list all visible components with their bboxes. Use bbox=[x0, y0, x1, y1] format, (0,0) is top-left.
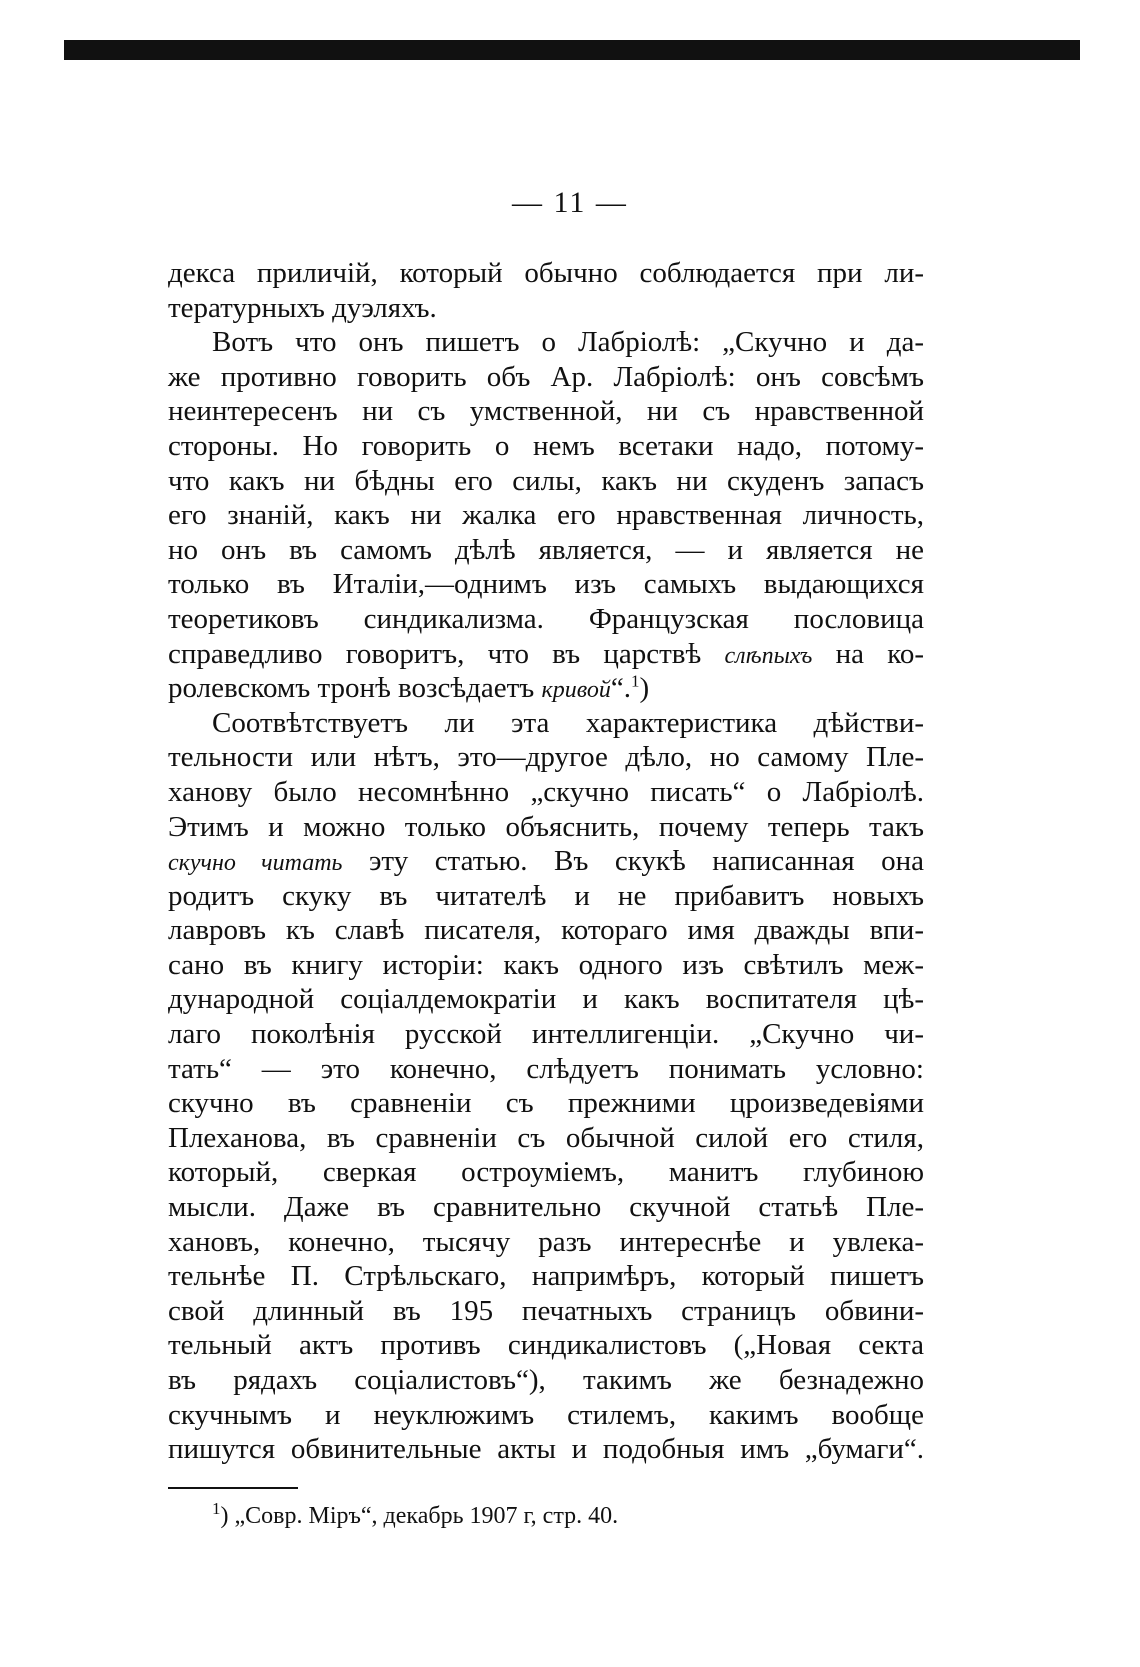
text-line: тельности или нѣтъ, это—другое дѣло, но самому Пле- bbox=[168, 741, 924, 774]
text-line: пишутся обвинительные акты и подобныя имъ „бумаги“. bbox=[168, 1433, 924, 1466]
text-line: скучнымъ и неуклюжимъ стилемъ, какимъ вообще bbox=[168, 1398, 924, 1431]
text-line: Плеханова, въ сравненіи съ обычной силой его стиля, bbox=[168, 1121, 924, 1154]
text-line: стороны. Но говорить о немъ всетаки надо, потому- bbox=[168, 429, 924, 462]
text-segment: “. bbox=[610, 672, 631, 705]
text-line: его знаній, какъ ни жалка его нравственная личность, bbox=[168, 499, 924, 532]
text-line: свой длинный въ 195 печатныхъ страницъ обвини- bbox=[168, 1294, 924, 1327]
text-line: Этимъ и можно только объяснить, почему теперь такъ bbox=[168, 810, 924, 843]
text-segment: на ко- bbox=[812, 637, 924, 670]
text-segment: справедливо говоритъ, что въ царствѣ bbox=[168, 637, 725, 670]
text-line: декса приличій, который обычно соблюдается при ли- bbox=[168, 257, 924, 289]
text-line bbox=[168, 671, 924, 706]
text-segment: эту статью. Въ скукѣ написанная она bbox=[342, 845, 924, 878]
text-line: въ рядахъ соціалистовъ“), такимъ же безнадежно bbox=[168, 1364, 924, 1396]
text-line: неинтересенъ ни съ умственной, ни съ нравственной bbox=[168, 395, 924, 428]
text-line: тературныхъ дуэляхъ. bbox=[168, 291, 437, 324]
text-line: Вотъ что онъ пишетъ о Лабріолѣ: „Скучно и да- bbox=[212, 326, 924, 359]
text-line: хановъ, конечно, тысячу разъ интереснѣе и увлека- bbox=[168, 1225, 924, 1258]
italic-word: кривой bbox=[541, 677, 611, 704]
footnote-divider bbox=[168, 1487, 298, 1489]
footnote-marker: 1 bbox=[212, 1499, 221, 1518]
text-line bbox=[168, 637, 924, 672]
text-line bbox=[168, 844, 924, 879]
text-line: дународной соціалдемократіи и какъ воспитателя цѣ- bbox=[168, 983, 924, 1016]
italic-phrase: скучно читать bbox=[168, 850, 343, 877]
text-line: теоретиковъ синдикализма. Французская пословица bbox=[168, 602, 924, 635]
top-scan-bar bbox=[64, 40, 1080, 60]
text-line: Соотвѣтствуетъ ли эта характеристика дѣйстви- bbox=[212, 706, 924, 739]
main-text bbox=[168, 256, 924, 1467]
text-line: тать“ — это конечно, слѣдуетъ понимать условно: bbox=[168, 1052, 924, 1085]
text-line: но онъ въ самомъ дѣлѣ является, — и является не bbox=[168, 533, 924, 566]
text-line: что какъ ни бѣдны его силы, какъ ни скуденъ запасъ bbox=[168, 464, 924, 497]
text-segment: ролевскомъ тронѣ возсѣдаетъ bbox=[168, 672, 542, 705]
page-number: — 11 — bbox=[512, 186, 628, 219]
text-line: тельнѣе П. Стрѣльскаго, напримѣръ, который пишетъ bbox=[168, 1260, 924, 1293]
text-line: скучно въ сравненіи съ прежними цроизведевіями bbox=[168, 1087, 924, 1120]
text-line: мысли. Даже въ сравнительно скучной статьѣ Пле- bbox=[168, 1191, 924, 1224]
text-line: лавровъ къ славѣ писателя, котораго имя дважды впи- bbox=[168, 914, 924, 947]
text-line: родитъ скуку въ читателѣ и не прибавитъ новыхъ bbox=[168, 879, 924, 912]
footnote-text: ) „Совр. Міръ“, декабрь 1907 г, стр. 40. bbox=[220, 1503, 619, 1529]
footnote-reference: 1 bbox=[631, 671, 640, 691]
text-line: тельный актъ противъ синдикалистовъ („Новая секта bbox=[168, 1329, 924, 1362]
text-segment: ) bbox=[639, 672, 650, 705]
italic-word: слѣпыхъ bbox=[724, 642, 813, 669]
text-line: сано въ книгу исторіи: какъ одного изъ свѣтилъ меж- bbox=[168, 948, 924, 981]
text-line: который, сверкая остроуміемъ, манитъ глубиною bbox=[168, 1156, 924, 1189]
text-line: только въ Италіи,—однимъ изъ самыхъ выдающихся bbox=[168, 568, 924, 601]
footnote bbox=[212, 1499, 619, 1530]
text-line: же противно говорить объ Ар. Лабріолѣ: онъ совсѣмъ bbox=[168, 360, 924, 393]
text-line: лаго поколѣнія русской интеллигенціи. „Скучно чи- bbox=[168, 1018, 924, 1051]
text-line: ханову было несомнѣнно „скучно писать“ о Лабріолѣ. bbox=[168, 775, 924, 808]
